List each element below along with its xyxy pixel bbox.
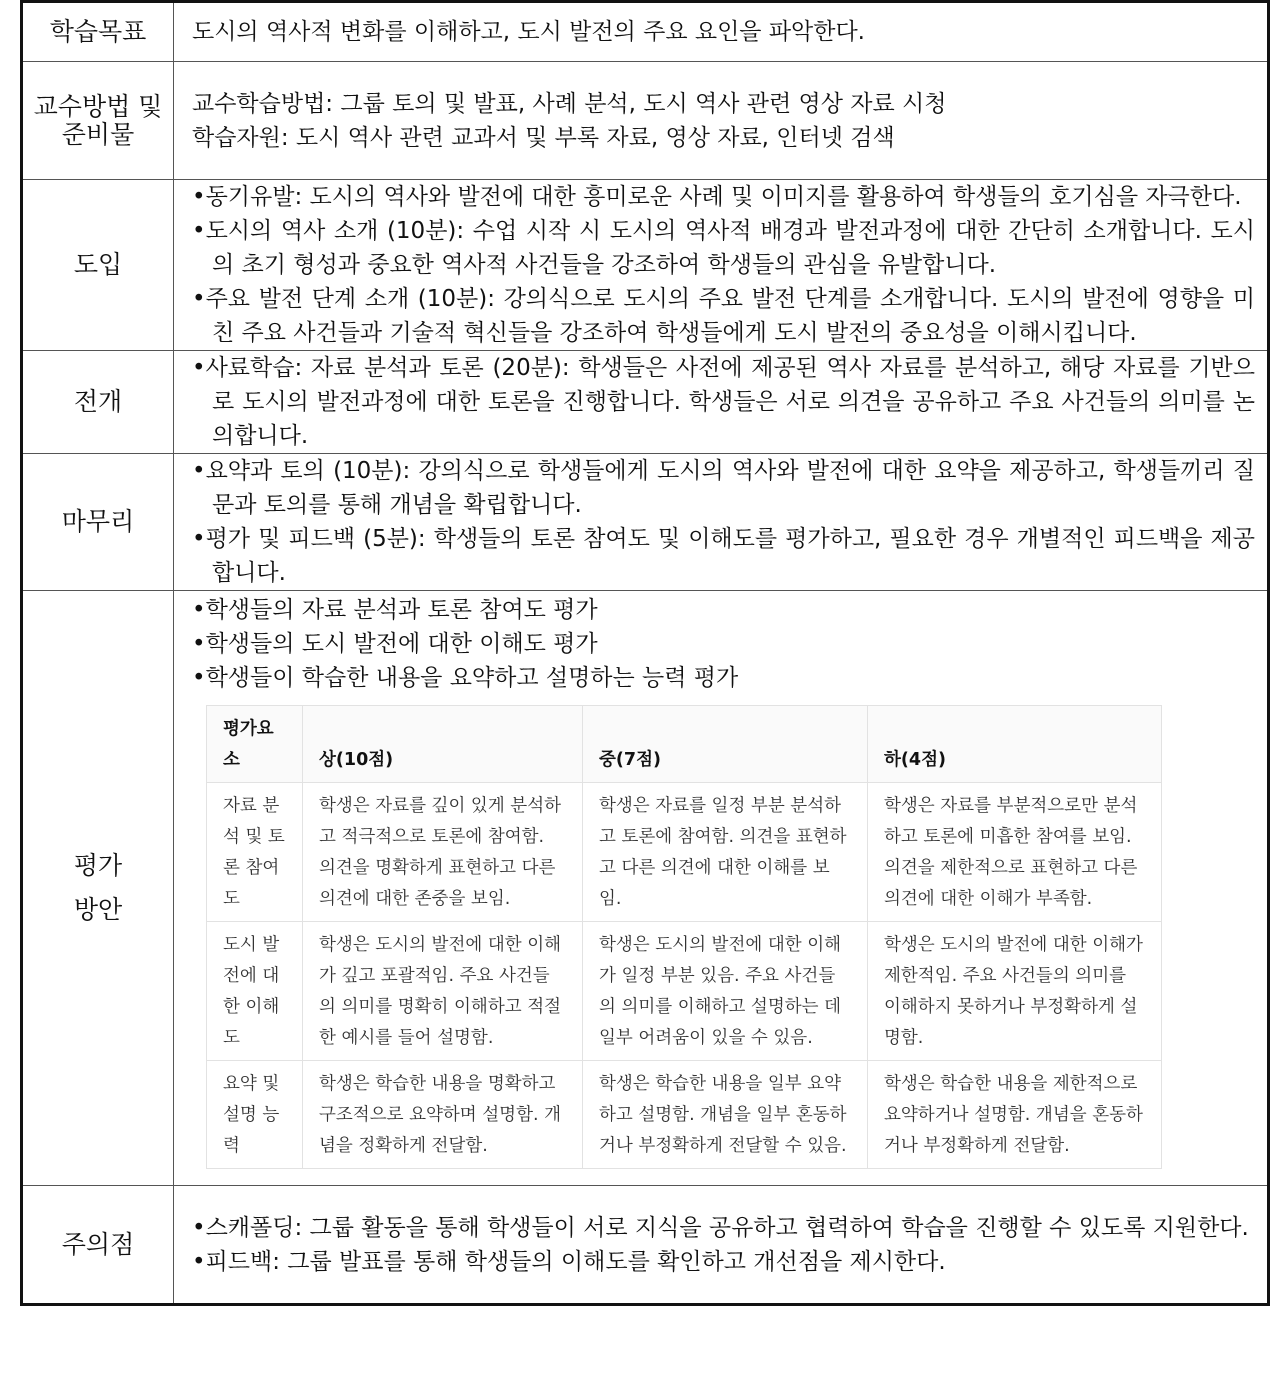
rubric-header-cell: 평가요소: [207, 706, 303, 783]
rubric-header: [207, 706, 1162, 783]
method-line: 교수학습방법: 그룹 토의 및 발표, 사례 분석, 도시 역사 관련 영상 자료 시청: [192, 90, 947, 117]
bullet: • 평가 및 피드백 (5분): 학생들의 토론 참여도 및 이해도를 평가하고, 필요한 경우 개별적인 피드백을 제공합니다.: [192, 522, 1255, 590]
bullet: • 동기유발: 도시의 역사와 발전에 대한 흥미로운 사례 및 이미지를 활용하여 학생들의 호기심을 자극한다.: [192, 180, 1255, 214]
row-goal: [22, 2, 1269, 62]
bullet: • 피드백: 그룹 발표를 통해 학생들의 이해도를 확인하고 개선점을 제시한다.: [192, 1245, 1255, 1279]
rubric-cell: 학생은 자료를 일정 부분 분석하고 토론에 참여함. 의견을 표현하고 다른 의견에 대한 이해를 보임.: [583, 783, 868, 922]
row-develop: [22, 351, 1269, 454]
label-develop: 전개: [22, 351, 174, 454]
row-caution: [22, 1186, 1269, 1305]
rubric-row: [207, 783, 1162, 922]
goal-text: 도시의 역사적 변화를 이해하고, 도시 발전의 주요 요인을 파악한다.: [174, 2, 1269, 62]
label-wrap: 마무리: [22, 454, 174, 591]
rubric-cell: 도시 발전에 대한 이해도: [207, 922, 303, 1061]
eval-cell: [174, 591, 1269, 1186]
rubric-cell: 학생은 도시의 발전에 대한 이해가 깊고 포괄적임. 주요 사건들의 의미를 명확히 이해하고 적절한 예시를 들어 설명함.: [303, 922, 583, 1061]
rubric-header-cell: 하(4점): [868, 706, 1162, 783]
rubric-header-cell: 중(7점): [583, 706, 868, 783]
resource-line: 학습자원: 도시 역사 관련 교과서 및 부록 자료, 영상 자료, 인터넷 검색: [192, 124, 895, 151]
rubric-cell: 학생은 학습한 내용을 명확하고 구조적으로 요약하며 설명함. 개념을 정확하게 전달함.: [303, 1061, 583, 1169]
lesson-plan-table: [20, 0, 1270, 1306]
row-wrap: [22, 454, 1269, 591]
caution-cell: [174, 1186, 1269, 1305]
rubric-row: [207, 1061, 1162, 1169]
row-eval: [22, 591, 1269, 1186]
develop-cell: [174, 351, 1269, 454]
intro-cell: [174, 180, 1269, 351]
rubric-cell: 학생은 학습한 내용을 일부 요약하고 설명함. 개념을 일부 혼동하거나 부정확하게 전달할 수 있음.: [583, 1061, 868, 1169]
rubric-cell: 학생은 자료를 부분적으로만 분석하고 토론에 미흡한 참여를 보임. 의견을 제한적으로 표현하고 다른 의견에 대한 이해가 부족함.: [868, 783, 1162, 922]
row-method: [22, 62, 1269, 180]
wrap-cell: [174, 454, 1269, 591]
rubric-cell: 학생은 도시의 발전에 대한 이해가 일정 부분 있음. 주요 사건들의 의미를 이해하고 설명하는 데 일부 어려움이 있을 수 있음.: [583, 922, 868, 1061]
label-intro: 도입: [22, 180, 174, 351]
bullet: • 학생들의 자료 분석과 토론 참여도 평가: [192, 593, 1255, 627]
rubric-cell: 학생은 학습한 내용을 제한적으로 요약하거나 설명함. 개념을 혼동하거나 부정확하게 전달함.: [868, 1061, 1162, 1169]
rubric-table: [206, 705, 1162, 1169]
bullet: • 학생들의 도시 발전에 대한 이해도 평가: [192, 627, 1255, 661]
method-cell: [174, 62, 1269, 180]
row-intro: [22, 180, 1269, 351]
bullet: • 요약과 토의 (10분): 강의식으로 학생들에게 도시의 역사와 발전에 대한 요약을 제공하고, 학생들끼리 질문과 토의를 통해 개념을 확립합니다.: [192, 454, 1255, 522]
rubric-cell: 자료 분석 및 토론 참여도: [207, 783, 303, 922]
bullet: • 학생들이 학습한 내용을 요약하고 설명하는 능력 평가: [192, 661, 1255, 695]
bullet: • 스캐폴딩: 그룹 활동을 통해 학생들이 서로 지식을 공유하고 협력하여 학습을 진행할 수 있도록 지원한다.: [192, 1211, 1255, 1245]
label-method: 교수방법 및 준비물: [22, 62, 174, 180]
bullet: • 사료학습: 자료 분석과 토론 (20분): 학생들은 사전에 제공된 역사 자료를 분석하고, 해당 자료를 기반으로 도시의 발전과정에 대한 토론을 진행합니다. 학생들은 서로 의견을 공유하고 주요 사건들의 의미를 논의합니다.: [192, 351, 1255, 453]
bullet: • 주요 발전 단계 소개 (10분): 강의식으로 도시의 주요 발전 단계를 소개합니다. 도시의 발전에 영향을 미친 주요 사건들과 기술적 혁신들을 강조하여 학생들에게 도시 발전의 중요성을 이해시킵니다.: [192, 282, 1255, 350]
label-caution: 주의점: [22, 1186, 174, 1305]
label-goal: 학습목표: [22, 2, 174, 62]
bullet: • 도시의 역사 소개 (10분): 수업 시작 시 도시의 역사적 배경과 발전과정에 대한 간단히 소개합니다. 도시의 초기 형성과 중요한 역사적 사건들을 강조하여 학생들의 관심을 유발합니다.: [192, 214, 1255, 282]
label-eval: 평가 방안: [22, 591, 174, 1186]
rubric-row: [207, 922, 1162, 1061]
rubric-cell: 학생은 도시의 발전에 대한 이해가 제한적임. 주요 사건들의 의미를 이해하지 못하거나 부정확하게 설명함.: [868, 922, 1162, 1061]
rubric-cell: 학생은 자료를 깊이 있게 분석하고 적극적으로 토론에 참여함. 의견을 명확하게 표현하고 다른 의견에 대한 존중을 보임.: [303, 783, 583, 922]
rubric-header-cell: 상(10점): [303, 706, 583, 783]
rubric-cell: 요약 및 설명 능력: [207, 1061, 303, 1169]
